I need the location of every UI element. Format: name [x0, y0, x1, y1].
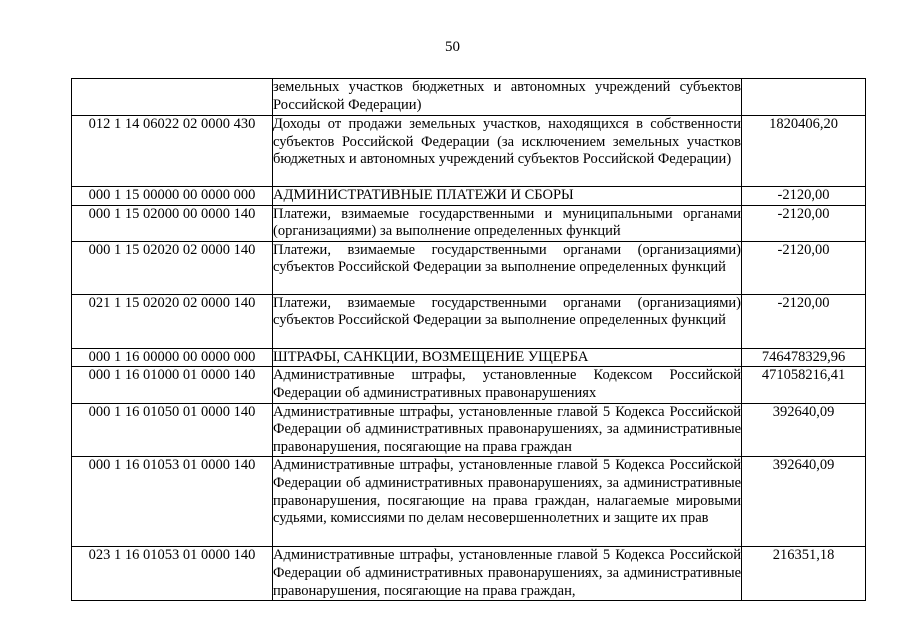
table-row: [72, 547, 866, 601]
table-row: [72, 205, 866, 241]
table-row: [72, 79, 866, 116]
table-row: [72, 348, 866, 367]
table-row: [72, 457, 866, 547]
cell-code: 021 1 15 02020 02 0000 140: [72, 294, 273, 348]
cell-code: 012 1 14 06022 02 0000 430: [72, 116, 273, 187]
cell-description: ШТРАФЫ, САНКЦИИ, ВОЗМЕЩЕНИЕ УЩЕРБА: [273, 348, 742, 367]
cell-amount: 471058216,41: [742, 367, 866, 403]
cell-description: земельных участков бюджетных и автономных учреждений субъектов Российской Федерации): [273, 79, 742, 116]
cell-code: 000 1 15 02000 00 0000 140: [72, 205, 273, 241]
table-row: [72, 367, 866, 403]
table-row: [72, 241, 866, 294]
cell-amount: 1820406,20: [742, 116, 866, 187]
cell-code: 000 1 16 01053 01 0000 140: [72, 457, 273, 547]
cell-amount: [742, 79, 866, 116]
cell-description: Доходы от продажи земельных участков, находящихся в собственности субъектов Российской Федерации (за исключением земельных участков бюджетных и автономных учреждений субъектов Российской Федерации): [273, 116, 742, 187]
table-row: [72, 403, 866, 457]
cell-description: Платежи, взимаемые государственными и муниципальными органами (организациями) за выполнение определенных функций: [273, 205, 742, 241]
cell-amount: -2120,00: [742, 187, 866, 206]
cell-description: Административные штрафы, установленные главой 5 Кодекса Российской Федерации об административных правонарушениях, за административные правонарушения, посягающие на права граждан,: [273, 547, 742, 601]
cell-description: Административные штрафы, установленные главой 5 Кодекса Российской Федерации об административных правонарушениях, за административные правонарушения, посягающие на права граждан: [273, 403, 742, 457]
cell-description: Административные штрафы, установленные Кодексом Российской Федерации об административных правонарушениях: [273, 367, 742, 403]
cell-amount: -2120,00: [742, 241, 866, 294]
cell-code: [72, 79, 273, 116]
cell-amount: 746478329,96: [742, 348, 866, 367]
budget-table: [71, 78, 866, 601]
table-row: [72, 294, 866, 348]
cell-description: Платежи, взимаемые государственными органами (организациями) субъектов Российской Федерации за выполнение определенных функций: [273, 294, 742, 348]
cell-amount: 392640,09: [742, 457, 866, 547]
cell-code: 000 1 15 00000 00 0000 000: [72, 187, 273, 206]
page-number: 50: [445, 39, 460, 55]
cell-code: 000 1 16 00000 00 0000 000: [72, 348, 273, 367]
cell-code: 000 1 16 01000 01 0000 140: [72, 367, 273, 403]
cell-code: 000 1 16 01050 01 0000 140: [72, 403, 273, 457]
cell-description: АДМИНИСТРАТИВНЫЕ ПЛАТЕЖИ И СБОРЫ: [273, 187, 742, 206]
cell-amount: -2120,00: [742, 205, 866, 241]
cell-description: Платежи, взимаемые государственными органами (организациями) субъектов Российской Федерации за выполнение определенных функций: [273, 241, 742, 294]
table-row: [72, 187, 866, 206]
budget-table-body: [72, 79, 866, 601]
cell-description: Административные штрафы, установленные главой 5 Кодекса Российской Федерации об административных правонарушениях, за административные правонарушения, посягающие на права граждан, налагаемые мировыми судьями, комиссиями по делам несовершеннолетних и защите их прав: [273, 457, 742, 547]
cell-code: 000 1 15 02020 02 0000 140: [72, 241, 273, 294]
table-row: [72, 116, 866, 187]
cell-code: 023 1 16 01053 01 0000 140: [72, 547, 273, 601]
cell-amount: 392640,09: [742, 403, 866, 457]
cell-amount: 216351,18: [742, 547, 866, 601]
cell-amount: -2120,00: [742, 294, 866, 348]
